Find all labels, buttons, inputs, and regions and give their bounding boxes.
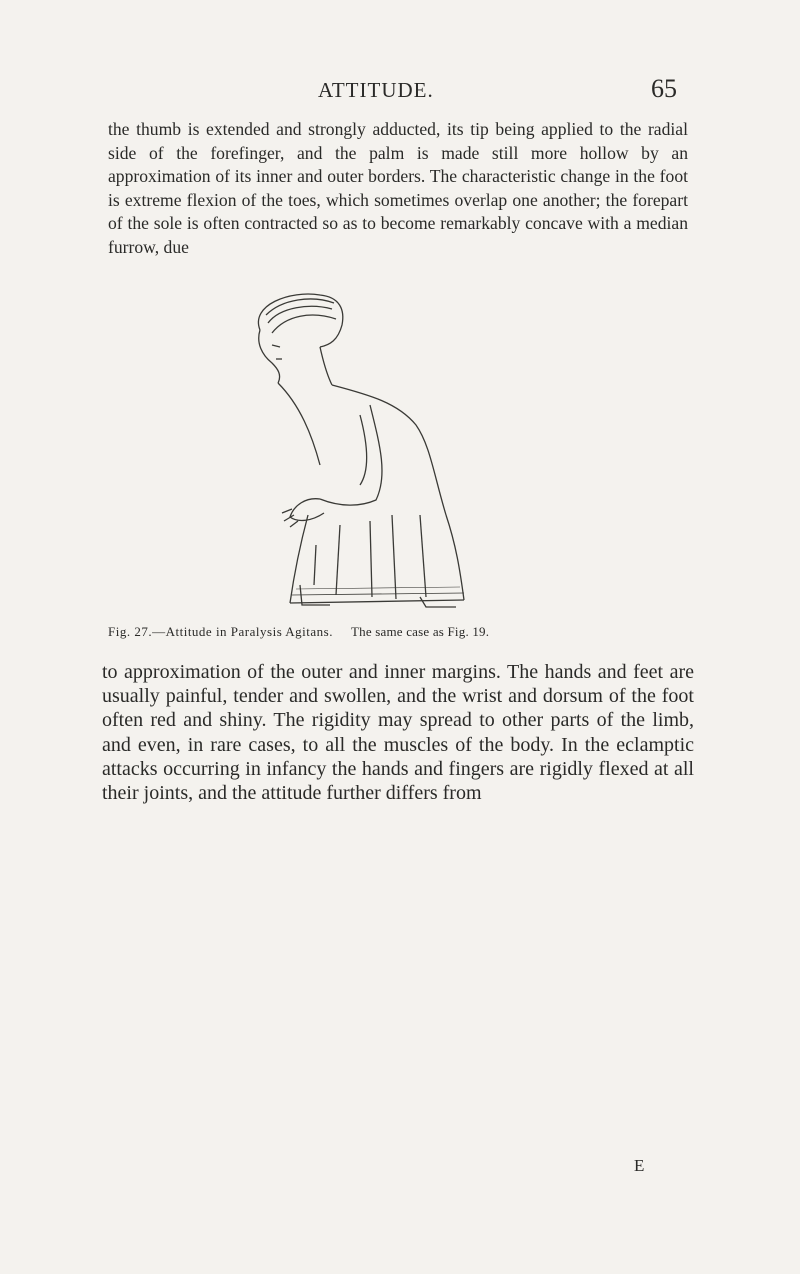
caption-note: The same case as Fig. 19. xyxy=(350,624,490,639)
paragraph-top: the thumb is extended and strongly adducted, its tip being applied to the radial side of the forefinger, and the palm is made still more hollow by an approximation of its inner and outer borders. The characteristic change in the foot is extreme flexion of the toes, which sometimes overlap one another; the forepart of the sole is often contracted so as to become remarkably concave with a median furrow, due xyxy=(108,119,688,257)
paragraph-bottom: to approximation of the outer and inner margins. The hands and feet are usually painful, tender and swollen, and the wrist and dorsum of the foot often red and shiny. The rigidity may spread to other parts of the limb, and even, in rare cases, to all the muscles of the body. In the eclamptic attacks occurring in infancy the hands and fingers are rigidly flexed at all their joints, and the attitude further differs from xyxy=(102,661,694,805)
running-head-title: ATTITUDE. xyxy=(318,78,434,102)
caption-label: Fig. 27.—Attitude in Paralysis Agitans. xyxy=(108,624,333,639)
figure-caption xyxy=(108,624,489,640)
figure-illustration xyxy=(220,285,550,610)
page-number: 65 xyxy=(651,74,677,103)
signature-mark: E xyxy=(634,1156,645,1175)
standing-figure-drawing xyxy=(220,285,550,610)
